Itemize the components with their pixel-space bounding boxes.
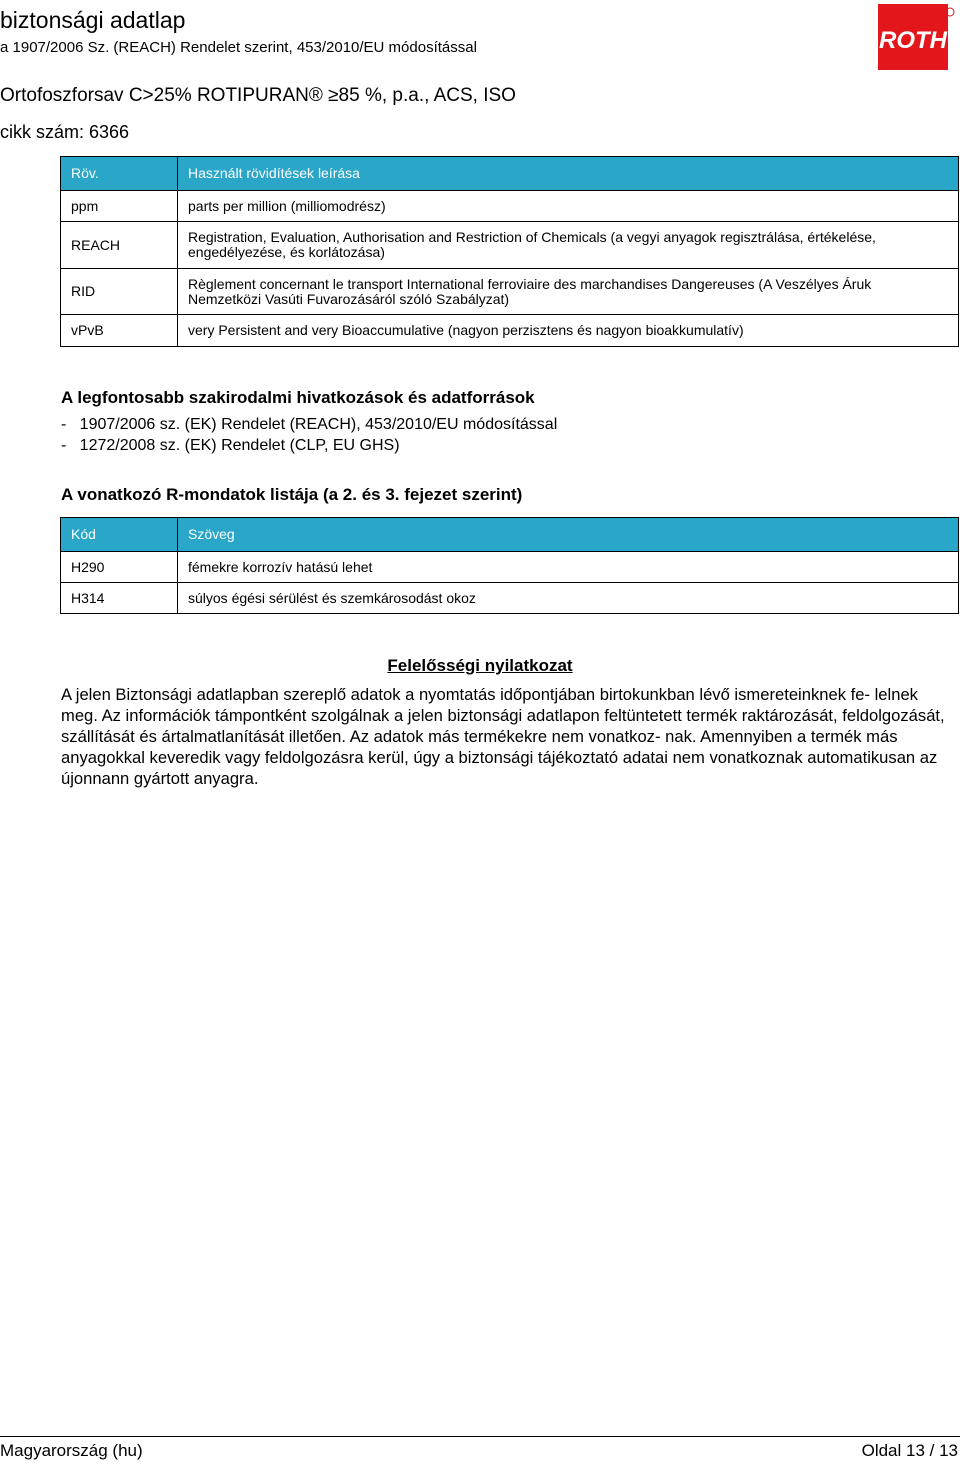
desc-cell: very Persistent and very Bioaccumulative (nagyon perzisztens és nagyon bioakkumulatív) <box>178 315 959 347</box>
roth-logo <box>878 4 956 70</box>
code-cell: H314 <box>61 583 178 614</box>
literature-item: - 1907/2006 sz. (EK) Rendelet (REACH), 453/2010/EU módosítással <box>61 416 558 433</box>
table-row <box>61 269 959 315</box>
abbr-column-header: Röv. <box>61 157 178 191</box>
table-row <box>61 315 959 347</box>
literature-heading: A legfontosabb szakirodalmi hivatkozások és adatforrások <box>61 388 535 407</box>
table-row <box>61 191 959 222</box>
code-column-header: Kód <box>61 518 178 552</box>
page-number: Oldal 13 / 13 <box>861 1441 958 1460</box>
disclaimer-title: Felelősségi nyilatkozat <box>387 656 573 675</box>
text-column-header: Szöveg <box>178 518 959 552</box>
footer-divider <box>0 1436 960 1437</box>
desc-cell: parts per million (milliomodrész) <box>178 191 959 222</box>
abbr-cell: ppm <box>61 191 178 222</box>
text-cell: súlyos égési sérülést és szemkárosodást okoz <box>178 583 959 614</box>
regulation-subtitle: a 1907/2006 Sz. (REACH) Rendelet szerint, 453/2010/EU módosítással <box>0 39 477 56</box>
desc-cell: Règlement concernant le transport International ferroviaire des marchandises Dangereuses (A Veszélyes Áruk Nemzetközi Vasúti Fuvarozásáról szóló Szabályzat) <box>178 269 959 315</box>
abbr-cell: RID <box>61 269 178 315</box>
table-row <box>61 222 959 269</box>
text-cell: fémekre korrozív hatású lehet <box>178 552 959 583</box>
literature-item: - 1272/2008 sz. (EK) Rendelet (CLP, EU GHS) <box>61 437 400 454</box>
abbreviations-table <box>60 156 959 347</box>
logo-text: ROTH <box>879 27 947 54</box>
footer-country: Magyarország (hu) <box>0 1441 143 1460</box>
article-number: cikk szám: 6366 <box>0 122 130 142</box>
abbr-cell: REACH <box>61 222 178 269</box>
disclaimer-text: A jelen Biztonsági adatlapban szereplő adatok a nyomtatás időpontjában birtokunkban lévő ismereteinknek fe- lelnek meg. Az információk támpontként szolgálnak a jelen biztonsági adatlapon feltüntetett termék raktározását, feldolgozását, szállítását és ártalmatlanítását illetően. Az adatok más termékekre nem vonatkoz- nak. Amennyiben a termék más anyagokkal keveredik vagy feldolgozásra kerül, úgy a biztonsági tájékoztató adatai nem vonatkoznak automatikusan az újonnann gyártott anyagra. <box>61 685 945 788</box>
rphrases-heading: A vonatkozó R-mondatok listája (a 2. és 3. fejezet szerint) <box>61 485 523 504</box>
table-row <box>61 583 959 614</box>
abbr-cell: vPvB <box>61 315 178 347</box>
code-cell: H290 <box>61 552 178 583</box>
table-row <box>61 552 959 583</box>
desc-column-header: Használt rövidítések leírása <box>178 157 959 191</box>
desc-cell: Registration, Evaluation, Authorisation and Restriction of Chemicals (a vegyi anyagok regisztrálása, értékelése, engedélyezése, és korlátozása) <box>178 222 959 269</box>
product-name: Ortofoszforsav C>25% ROTIPURAN® ≥85 %, p.a., ACS, ISO <box>0 85 516 106</box>
hazard-statements-table <box>60 517 959 614</box>
document-title: biztonsági adatlap <box>0 7 186 33</box>
